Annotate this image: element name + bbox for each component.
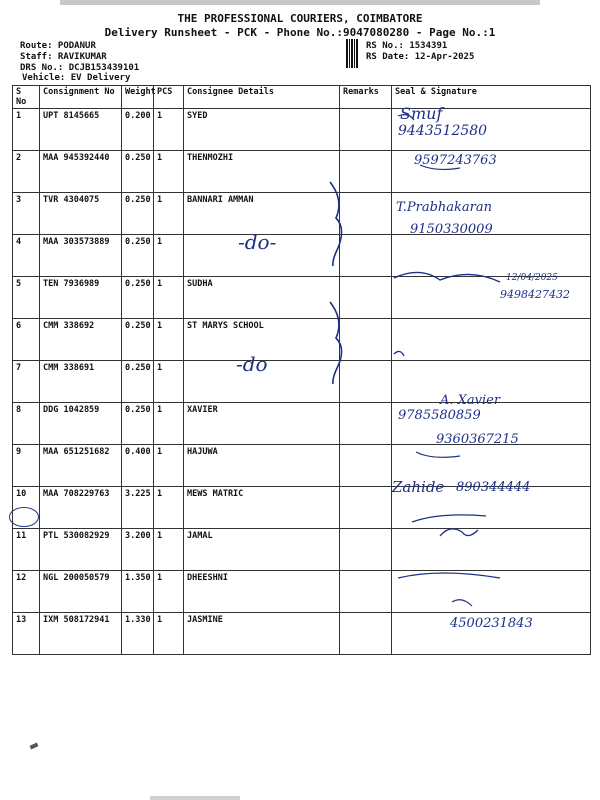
cell-pcs: 1	[154, 235, 184, 277]
cell-weight: 0.250	[122, 193, 154, 235]
sig11-underline	[412, 515, 486, 522]
cell-consignee: HAJUWA	[184, 445, 340, 487]
cell-pcs: 1	[154, 571, 184, 613]
ditto-mark-row4: -do-	[238, 230, 277, 254]
sig8-phone: 9785580859	[398, 408, 481, 423]
cell-sno: 3	[13, 193, 40, 235]
sig5-scribble	[394, 272, 500, 282]
sig10-phone: 890344444	[456, 480, 531, 495]
bracket-rows-6-7	[330, 302, 342, 384]
sig9-phone: 9360367215	[436, 432, 519, 447]
cell-sno: 4	[13, 235, 40, 277]
cell-sno: 9	[13, 445, 40, 487]
cell-weight: 0.250	[122, 235, 154, 277]
cell-consignee: BANNARI AMMAN	[184, 193, 340, 235]
rs-date: RS Date: 12-Apr-2025	[366, 52, 475, 62]
cell-consignment: MAA 651251682	[40, 445, 122, 487]
sig9-scribble	[416, 452, 460, 457]
company-title: THE PROFESSIONAL COURIERS, COIMBATORE	[177, 12, 423, 25]
cell-weight: 0.250	[122, 277, 154, 319]
cell-consignment: TEN 7936989	[40, 277, 122, 319]
sig13-phone: 4500231843	[450, 616, 533, 631]
cell-consignee: THENMOZHI	[184, 151, 340, 193]
cell-sno: 7	[13, 361, 40, 403]
cell-consignee: SUDHA	[184, 277, 340, 319]
runsheet-title: Delivery Runsheet - PCK - Phone No.:9047080280 - Page No.:1	[104, 26, 496, 39]
cell-sno: 8	[13, 403, 40, 445]
sig5-date: 12/04/2025	[506, 273, 558, 283]
sig3-name: T.Prabhakaran	[396, 200, 493, 215]
ditto-mark-row7: -do	[236, 352, 268, 376]
cell-pcs: 1	[154, 193, 184, 235]
cell-weight: 0.400	[122, 445, 154, 487]
cell-consignment: DDG 1042859	[40, 403, 122, 445]
sig1-name: Smuf	[400, 104, 443, 123]
cell-consignment: TVR 4304075	[40, 193, 122, 235]
bracket-rows-3-4	[330, 182, 342, 266]
sig11-scribble	[440, 529, 478, 536]
cell-weight: 1.350	[122, 571, 154, 613]
cell-weight: 3.225	[122, 487, 154, 529]
cell-weight: 0.250	[122, 361, 154, 403]
sig10-name: Zahide	[392, 478, 445, 496]
cell-pcs: 1	[154, 277, 184, 319]
cell-pcs: 1	[154, 529, 184, 571]
cell-sno: 5	[13, 277, 40, 319]
cell-consignee: MEWS MATRIC	[184, 487, 340, 529]
cell-consignee: ST MARYS SCHOOL	[184, 319, 340, 361]
cell-consignment: IXM 508172941	[40, 613, 122, 655]
cell-weight: 3.200	[122, 529, 154, 571]
route-label: Route: PODANUR	[20, 41, 96, 51]
cell-consignee: DHEESHNI	[184, 571, 340, 613]
cell-pcs: 1	[154, 361, 184, 403]
cell-consignment: NGL 200050579	[40, 571, 122, 613]
col-consignment: Consignment No	[40, 86, 122, 109]
cell-consignment: PTL 530082929	[40, 529, 122, 571]
cell-pcs: 1	[154, 445, 184, 487]
col-weight: Weight	[122, 86, 154, 109]
cell-sno: 11	[13, 529, 40, 571]
cell-pcs: 1	[154, 487, 184, 529]
col-signature: Seal & Signature	[392, 86, 591, 109]
sig13-scribble	[452, 600, 472, 606]
cell-pcs: 1	[154, 151, 184, 193]
sig5-phone: 9498427432	[500, 288, 570, 301]
drs-label: DRS No.: DCJB153439101	[20, 63, 140, 73]
cell-sno: 6	[13, 319, 40, 361]
cell-consignee: JAMAL	[184, 529, 340, 571]
cell-consignee: XAVIER	[184, 403, 340, 445]
cell-pcs: 1	[154, 319, 184, 361]
cell-sno: 13	[13, 613, 40, 655]
col-sno: S No	[13, 86, 40, 109]
cell-sno: 2	[13, 151, 40, 193]
cell-consignee: JASMINE	[184, 613, 340, 655]
cell-weight: 0.250	[122, 319, 154, 361]
sig1-phone: 9443512580	[398, 123, 488, 139]
cell-pcs: 1	[154, 613, 184, 655]
scan-edge-bottom	[150, 796, 240, 800]
sig2-phone: 9597243763	[414, 153, 497, 168]
col-pcs: PCS	[154, 86, 184, 109]
cell-consignment: CMM 338691	[40, 361, 122, 403]
cell-weight: 0.250	[122, 403, 154, 445]
sig8-name: A. Xavier	[440, 393, 501, 408]
cell-pcs: 1	[154, 403, 184, 445]
cell-consignment: MAA 708229763	[40, 487, 122, 529]
cell-sno: 12	[13, 571, 40, 613]
cell-sno: 1	[13, 109, 40, 151]
sig12-scribble	[398, 573, 500, 578]
cell-consignment: UPT 8145665	[40, 109, 122, 151]
col-consignee: Consignee Details	[184, 86, 340, 109]
cell-consignment: CMM 338692	[40, 319, 122, 361]
vehicle-label: Vehicle: EV Delivery	[22, 73, 131, 83]
cell-pcs: 1	[154, 109, 184, 151]
sig4-phone: 9150330009	[410, 222, 493, 237]
staff-label: Staff: RAVIKUMAR	[20, 52, 107, 62]
cell-consignment: MAA 303573889	[40, 235, 122, 277]
cell-consignee: SYED	[184, 109, 340, 151]
col-remarks: Remarks	[340, 86, 392, 109]
rs-number: RS No.: 1534391	[366, 41, 448, 51]
sig7-mark	[394, 351, 404, 356]
cell-weight: 0.250	[122, 151, 154, 193]
cell-sno: 10	[13, 487, 40, 529]
cell-weight: 1.330	[122, 613, 154, 655]
cell-consignment: MAA 945392440	[40, 151, 122, 193]
cell-weight: 0.200	[122, 109, 154, 151]
